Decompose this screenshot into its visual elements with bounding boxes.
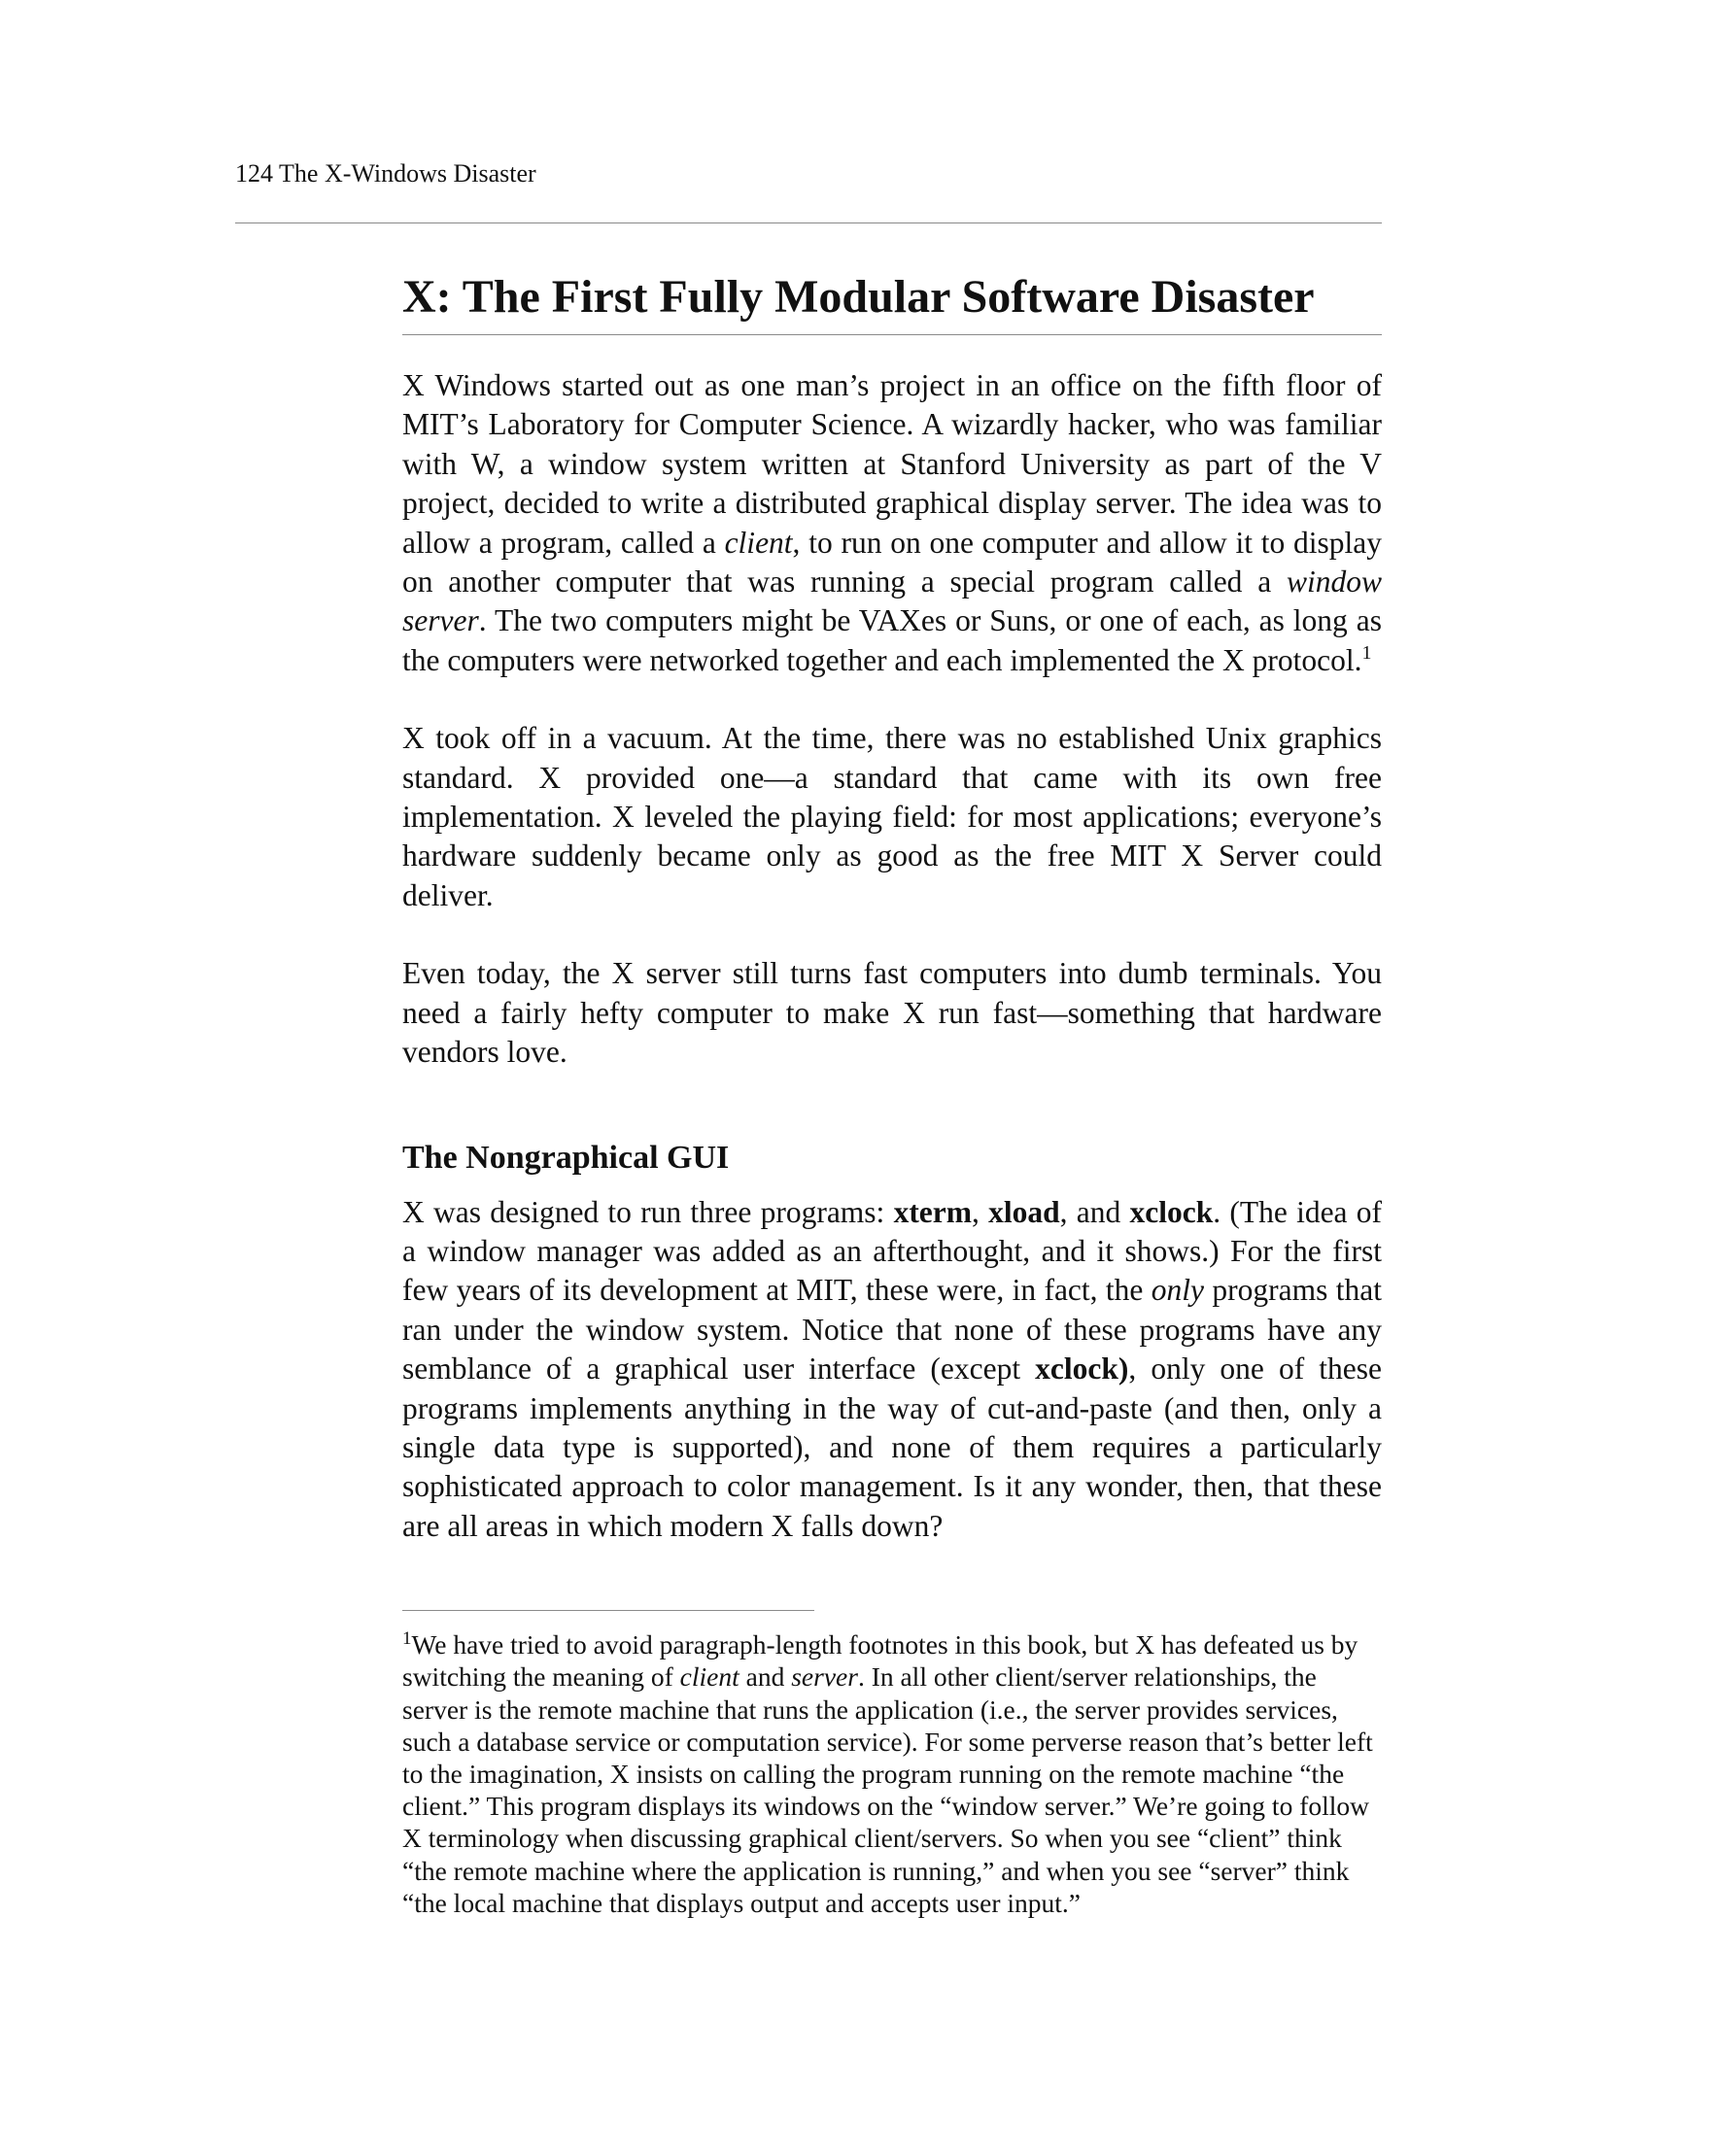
footnote-text-a: We have tried to avoid paragraph-length footnotes in this book, but X has defeated us by switching the meaning of [402, 1629, 1358, 1693]
emphasis-only: only [1151, 1273, 1205, 1308]
paragraph-4-text-i: programs that ran under the window system. Notice that none of these programs have any semblance of a graphical user interface (except [402, 1273, 1382, 1386]
paragraph-2: X took off in a vacuum. At the time, there was no established Unix graphics standard. X provided one—a standard that came with its own free implementation. X leveled the playing field: for most applications; everyone’s hardware suddenly became only as good as the free MIT X Server could deliver. [402, 721, 1382, 912]
program-xterm: xterm [893, 1194, 973, 1229]
footnote-marker[interactable]: 1 [1361, 641, 1372, 664]
paragraph-4-text-k: , only one of these programs implements anything in the way of cut-and-paste (and then, only a single data type is supported), and none of them requires a particularly sophisticated approach to color management. Is it any wonder, then, that these are all areas in which modern X falls down? [402, 1352, 1382, 1543]
footnote-number: 1 [402, 1628, 412, 1650]
paragraph-4-text-g: . (The idea of a window manager was added as an afterthought, and it shows.) For the first few years of its development at MIT, these were, in fact, the [402, 1194, 1383, 1308]
term-client: client [724, 525, 793, 560]
program-xload: xload [988, 1194, 1060, 1229]
section-heading: The Nongraphical GUI [402, 1139, 730, 1176]
footnote-text-c: and [739, 1661, 792, 1693]
paragraph-4-text-a: X was designed to run three programs: [402, 1194, 894, 1229]
program-xclock: xclock [1129, 1194, 1214, 1229]
page-body [402, 268, 1382, 1919]
chapter-title: X: The First Fully Modular Software Disaster [402, 268, 1382, 335]
program-xclock-2: xclock) [1035, 1352, 1129, 1386]
footnote-text-e: . In all other client/server relationships, the server is the remote machine that runs the application (i.e., the server provides services, such a database service or computation service). For some perverse reason that’s better left to the imagination, X insists on calling the program running on the remote machine “the client.” This program displays its windows on the “window server.” We’re going to follow X terminology when discussing graphical client/servers. So when you see “client” think “the remote machine where the application is running,” and when you see “server” think “the local machine that displays output and accepts user input.” [402, 1661, 1373, 1918]
paragraph-1-text-a: X Windows started out as one man’s project in an office on the fifth floor of MIT’s Laboratory for Computer Science. A wizardly hacker, who was familiar with W, a window system written at Stanford University as part of the V project, decided to write a distributed graphical display server. The idea was to allow a program, called a [402, 368, 1382, 560]
term-window-server: window server [402, 565, 1382, 638]
paragraph-4 [402, 1193, 1382, 1547]
footnote-term-client: client [679, 1661, 739, 1693]
paragraph-4-text-e: , and [1059, 1194, 1130, 1229]
header-rule [235, 222, 1382, 223]
footnote [402, 1628, 1374, 1919]
running-head: 124 The X-Windows Disaster [235, 159, 536, 188]
paragraph-1-text-c: , to run on one computer and allow it to display on another computer that was running a special program called a [402, 525, 1383, 599]
paragraph-1 [402, 366, 1382, 680]
footnote-rule [402, 1610, 814, 1611]
paragraph-4-text-c: , [972, 1194, 989, 1229]
paragraph-3: Even today, the X server still turns fast computers into dumb terminals. You need a fairly hefty computer to make X run fast—something that hardware vendors love. [402, 956, 1382, 1070]
paragraph-1-text-e: . The two computers might be VAXes or Suns, or one of each, as long as the computers were networked together and each implemented the X protocol. [402, 603, 1382, 677]
footnote-term-server: server [791, 1661, 858, 1693]
